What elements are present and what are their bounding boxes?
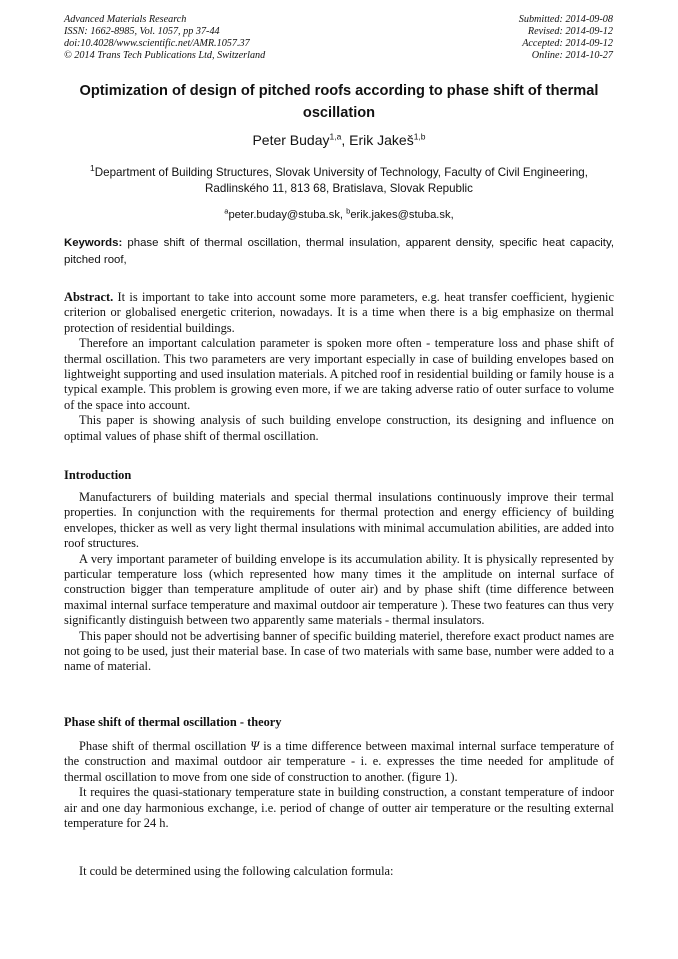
date-revised: Revised: 2014-09-12 <box>527 26 613 37</box>
author-superscript: 1,b <box>413 131 426 142</box>
introduction-paragraph: Manufacturers of building materials and special thermal insulations continuously improve their termal properties. In conjunction with the requirements for thermal protection and energy efficiency of building envelopes, thicker as well as very light thermal insulations with minimal accumulation abilities, are added into roof structures. <box>64 490 614 551</box>
author-line <box>64 131 614 149</box>
introduction-section <box>64 490 614 675</box>
keywords-label: Keywords: <box>64 237 123 249</box>
keywords <box>64 235 614 268</box>
affiliation <box>60 165 618 197</box>
journal-header-right <box>519 14 613 62</box>
journal-copyright: © 2014 Trans Tech Publications Ltd, Switzerland <box>64 50 266 61</box>
author-name: Peter Buday <box>252 132 330 148</box>
phase-shift-text: is a time difference between maximal internal surface temperature of the construction and maximal outdoor air temperature - i. e. expresses the time needed for amplitude of thermal oscillation to move from one side of construction to another. (figure 1). <box>64 739 614 784</box>
psi-symbol: Ψ <box>250 739 260 753</box>
phase-shift-paragraph <box>64 739 614 785</box>
abstract-section <box>64 290 614 444</box>
email-address: erik.jakes@stuba.sk, <box>350 209 454 221</box>
journal-doi: doi:10.4028/www.scientific.net/AMR.1057.37 <box>64 38 250 49</box>
phase-shift-paragraph: It could be determined using the following calculation formula: <box>79 864 394 878</box>
paper-title: Optimization of design of pitched roofs according to phase shift of thermal oscillation <box>79 83 599 121</box>
introduction-paragraph: A very important parameter of building envelope is its accumulation ability. It is physically represented by particular temperature loss (which represented how many times it the amplitude on internal surface of construction bigger than temperature amplitude of outer air) and by phase shift (time difference between maximal internal surface temperature and maximal outdoor air temperature ). These two features can thus very significantly distinguish between two apparently same materials - thermal insulators. <box>64 551 614 628</box>
date-submitted: Submitted: 2014-09-08 <box>518 14 613 25</box>
abstract-paragraph: This paper is showing analysis of such building envelope construction, its designing and influence on optimal values of phase shift of thermal oscillation. <box>64 413 614 443</box>
date-online: Online: 2014-10-27 <box>531 50 613 61</box>
abstract-text: It is important to take into account some more parameters, e.g. heat transfer coefficient, hygienic criterion or globalised energetic criterion, nowadays. It is a time when there is a big emphasize on thermal protection of residential buildings. <box>64 290 614 335</box>
email-address: peter.buday@stuba.sk, <box>228 209 347 221</box>
journal-name: Advanced Materials Research <box>64 14 187 25</box>
email-superscript: b <box>346 206 351 216</box>
journal-header-left <box>64 14 265 62</box>
phase-shift-text: Phase shift of thermal oscillation <box>79 739 251 753</box>
abstract-paragraph <box>64 290 614 336</box>
email-line <box>64 207 614 223</box>
keywords-text: phase shift of thermal oscillation, thermal insulation, apparent density, specific heat capacity, pitched roof, <box>64 237 614 266</box>
section-heading-introduction: Introduction <box>64 468 132 482</box>
introduction-paragraph: This paper should not be advertising banner of specific building materiel, therefore exact product names are not going to be used, just their material base. In case of two materials with same base, number were added to a name of material. <box>64 628 614 674</box>
journal-issn: ISSN: 1662-8985, Vol. 1057, pp 37-44 <box>64 26 220 37</box>
author-superscript: 1,a <box>329 131 342 142</box>
email-superscript: a <box>224 206 229 216</box>
phase-shift-section <box>64 739 614 831</box>
abstract-paragraph: Therefore an important calculation parameter is spoken more often - temperature loss and phase shift of thermal oscillation. This two parameters are very important especially in case of building envelopes based on lightweight supporting and used insulation materials. A pitched roof in residential building or family house is a typical example. This problem is growing even more, if we are taking adverse ratio of outer surface to volume of the space into account. <box>64 336 614 412</box>
section-heading-phase-shift: Phase shift of thermal oscillation - theory <box>64 715 282 729</box>
affiliation-superscript: 1 <box>90 163 95 174</box>
formula-intro <box>64 864 614 879</box>
affiliation-text: Department of Building Structures, Slovak University of Technology, Faculty of Civil Engineering, Radlinského 11, 813 68, Bratislava, Slovak Republic <box>94 166 588 195</box>
date-accepted: Accepted: 2014-09-12 <box>522 38 613 49</box>
author-name: Erik Jakeš <box>349 132 414 148</box>
author-separator: , <box>341 132 350 148</box>
abstract-label: Abstract. <box>64 290 114 304</box>
phase-shift-paragraph: It requires the quasi-stationary temperature state in building construction, a constant temperature of indoor air and one day harmonious exchange, i.e. period of change of outter air temperature or the resulting external temperature for 24 h. <box>64 785 614 831</box>
